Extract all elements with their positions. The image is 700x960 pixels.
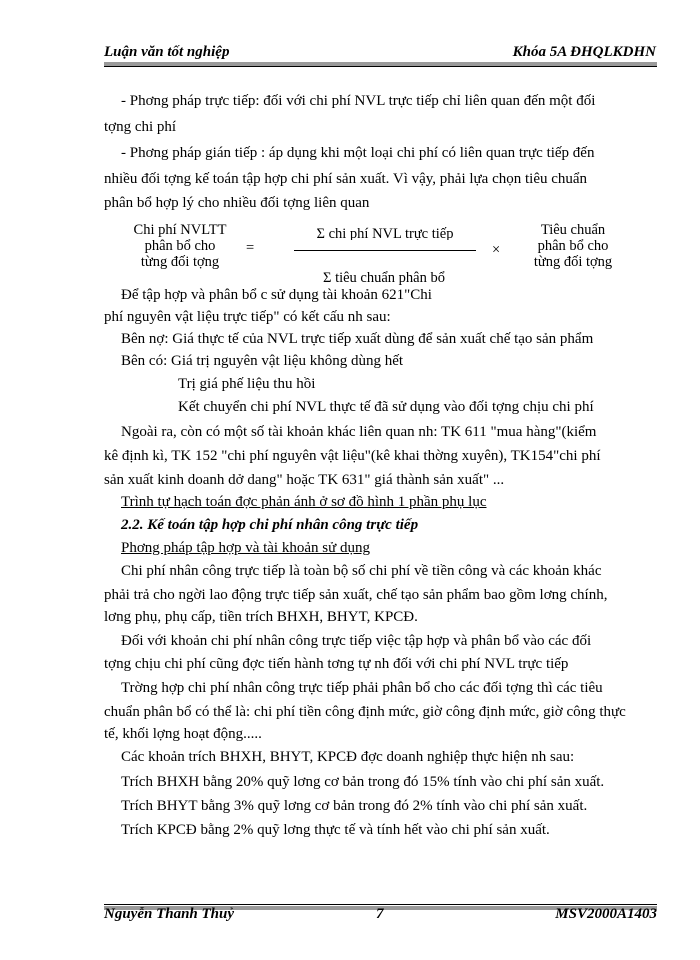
page-number: 7 <box>376 906 384 922</box>
paragraph-line: Trờng hợp chi phí nhân công trực tiếp phải phân bổ cho các đối tợng thì các tiêu <box>121 680 603 696</box>
formula-lhs <box>120 222 240 270</box>
paragraph-line: Ngoài ra, còn có một số tài khoản khác liên quan nh: TK 611 "mua hàng"(kiểm <box>121 424 597 440</box>
paragraph-line: Chi phí nhân công trực tiếp là toàn bộ số chi phí về tiền công và các khoản khác <box>121 563 602 579</box>
header-thesis-title: Luận văn tốt nghiệp <box>104 44 230 60</box>
paragraph-line: kê định kì, TK 152 "chi phí nguyên vật liệu"(kê khai thờng xuyên), TK154"chi phí <box>104 448 601 464</box>
formula-lhs-line: phân bổ cho <box>144 238 216 254</box>
formula-rhs-line: Tiêu chuẩn <box>540 222 606 238</box>
page-header <box>104 42 656 64</box>
paragraph-line: chuẩn phân bổ có thể là: chi phí tiền công định mức, giờ công định mức, giờ công thực <box>104 704 626 720</box>
formula-numerator: Σ chi phí NVL trực tiếp <box>316 226 454 240</box>
formula-lhs-line: từng đối tợng <box>140 254 220 270</box>
paragraph-line: Bên nợ: Giá thực tế của NVL trực tiếp xuất dùng để sản xuất chế tạo sản phẩm <box>121 331 594 347</box>
header-course: Khóa 5A ĐHQLKDHN <box>512 44 656 60</box>
formula-denominator: Σ tiêu chuẩn phân bổ <box>323 270 445 286</box>
paragraph-line: - Phơng pháp gián tiếp : áp dụng khi một loại chi phí có liên quan trực tiếp đến <box>121 145 595 161</box>
subsection-heading: Phơng pháp tập hợp và tài khoản sử dụng <box>121 540 370 556</box>
paragraph-line: Để tập hợp và phân bổ c sử dụng tài khoản 621"Chi <box>121 287 432 303</box>
paragraph-line: Các khoản trích BHXH, BHYT, KPCĐ đợc doanh nghiệp thực hiện nh sau: <box>121 749 575 765</box>
footer-author: Nguyễn Thanh Thuỷ <box>104 906 235 922</box>
paragraph-line: tợng chịu chi phí cũng đợc tiến hành tơng tự nh đối với chi phí NVL trực tiếp <box>104 656 569 672</box>
footer-rule-thin <box>104 904 657 905</box>
formula-lhs-line: Chi phí NVLTT <box>133 222 227 238</box>
paragraph-line: Trích KPCĐ bằng 2% quỹ lơng thực tế và tính hết vào chi phí sản xuất. <box>121 822 550 838</box>
paragraph-line: Trình tự hạch toán đợc phản ánh ở sơ đồ hình 1 phần phụ lục <box>121 494 487 510</box>
formula-rhs-line: từng đối tợng <box>533 254 613 270</box>
paragraph-line: tợng chi phí <box>104 119 177 135</box>
page-footer <box>104 906 657 928</box>
allocation-formula <box>104 218 657 288</box>
fraction-line <box>294 250 476 251</box>
formula-rhs-line: phân bổ cho <box>537 238 609 254</box>
paragraph-line: Trích BHYT bằng 3% quỹ lơng cơ bản trong đó 2% tính vào chi phí sản xuất. <box>121 798 588 814</box>
paragraph-line: Trị giá phế liệu thu hồi <box>178 376 316 392</box>
paragraph-line: phải trả cho ngời lao động trực tiếp sản xuất, chế tạo sản phẩm bao gồm lơng chính, <box>104 587 608 603</box>
formula-rhs <box>518 222 628 270</box>
paragraph-line: - Phơng pháp trực tiếp: đối với chi phí NVL trực tiếp chỉ liên quan đến một đối <box>121 93 596 109</box>
paragraph-line: Trích BHXH bằng 20% quỹ lơng cơ bản trong đó 15% tính vào chi phí sản xuất. <box>121 774 605 790</box>
paragraph-line: Đối với khoản chi phí nhân công trực tiếp việc tập hợp và phân bổ vào các đối <box>121 633 592 649</box>
section-heading: 2.2. Kế toán tập hợp chi phí nhân công trực tiếp <box>121 517 419 533</box>
header-rule-thin <box>104 66 657 67</box>
paragraph-line: tế, khối lợng hoạt động..... <box>104 726 262 742</box>
paragraph-line: phí nguyên vật liệu trực tiếp" có kết cấu nh sau: <box>104 309 391 325</box>
paragraph-line: phân bổ hợp lý cho nhiều đối tợng liên quan <box>104 195 370 211</box>
paragraph-line: Kết chuyển chi phí NVL thực tế đã sử dụng vào đối tợng chịu chi phí <box>178 399 594 415</box>
footer-student-id: MSV2000A1403 <box>555 906 657 922</box>
paragraph-line: Bên có: Giá trị nguyên vật liệu không dùng hết <box>121 353 404 369</box>
equals-sign: = <box>246 240 255 256</box>
paragraph-line: lơng phụ, phụ cấp, tiền trích BHXH, BHYT, KPCĐ. <box>104 609 418 625</box>
multiply-sign: × <box>492 242 501 258</box>
paragraph-line: sản xuất kinh doanh dở dang" hoặc TK 631" giá thành sản xuất" ... <box>104 472 505 488</box>
paragraph-line: nhiều đối tợng kế toán tập hợp chi phí sản xuất. Vì vậy, phải lựa chọn tiêu chuẩn <box>104 171 588 187</box>
